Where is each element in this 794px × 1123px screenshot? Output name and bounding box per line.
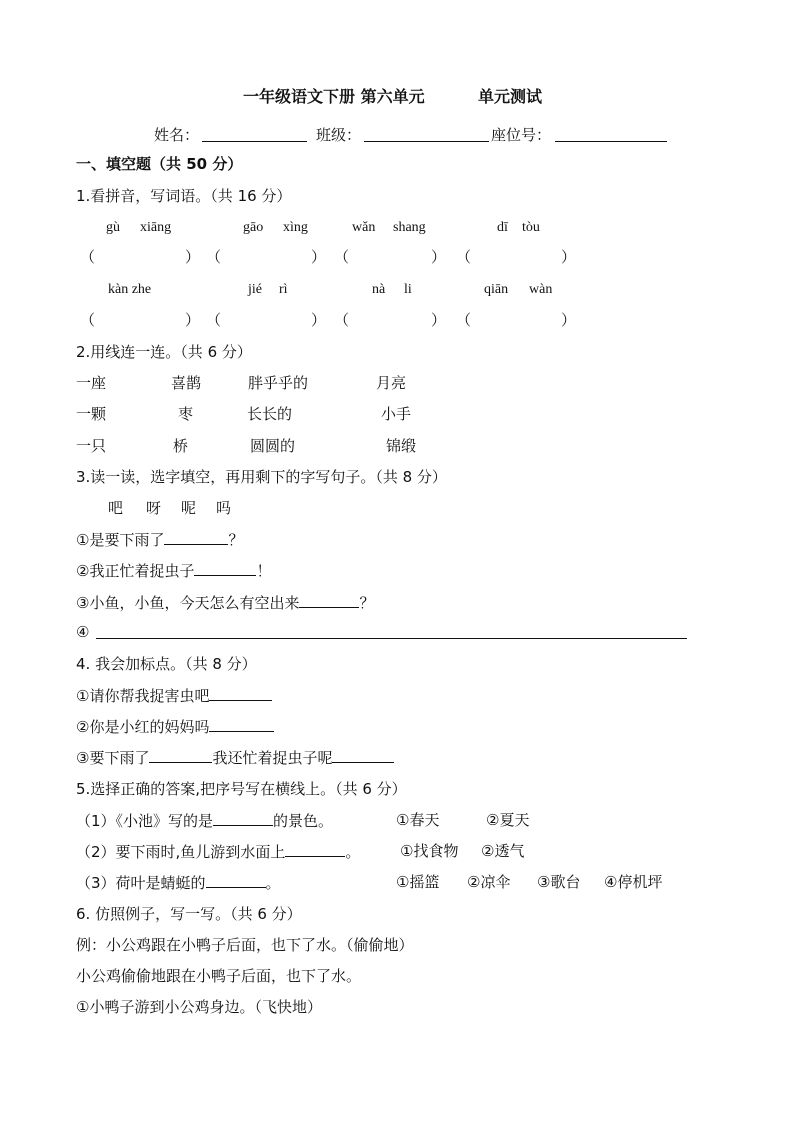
pinyin: wàn <box>529 282 553 297</box>
choice-char: 吧 <box>108 499 124 517</box>
question-6-title: 6. 仿照例子，写一写。（共 6 分） <box>76 905 302 923</box>
answer-blank[interactable] <box>206 873 266 888</box>
seat-blank[interactable] <box>555 141 667 142</box>
answer-blank[interactable] <box>285 842 345 857</box>
match-item[interactable]: 一只 <box>76 437 107 455</box>
pinyin: kàn zhe <box>108 282 152 297</box>
punctuation-item: ③要下雨了 我还忙着捉虫子呢 <box>76 748 394 767</box>
example-answer: 小公鸡偷偷地跟在小鸭子后面，也下了水。 <box>76 967 362 985</box>
pinyin: gù <box>106 220 120 235</box>
match-item[interactable]: 胖乎乎的 <box>248 374 309 392</box>
paren-close: ） <box>311 311 327 329</box>
pinyin: xìng <box>283 220 308 235</box>
question-1-title: 1.看拼音，写词语。（共 16 分） <box>76 187 292 205</box>
pinyin: tòu <box>522 220 540 235</box>
question-2-title: 2.用线连一连。（共 6 分） <box>76 343 252 361</box>
punctuation-item: ②你是小红的妈妈吗 <box>76 717 274 736</box>
paren-close: ） <box>185 311 201 329</box>
paren-close: ） <box>561 248 577 266</box>
paren-open: （ <box>206 311 222 329</box>
pinyin: jié <box>248 282 262 297</box>
name-label: 姓名： <box>154 126 200 144</box>
question-3-title: 3.读一读，选字填空，再用剩下的字写句子。（共 8 分） <box>76 468 447 486</box>
pinyin: dī <box>497 220 508 235</box>
answer-line[interactable] <box>96 638 687 639</box>
example-text: 例：小公鸡跟在小鸭子后面，也下了水。（偷偷地） <box>76 936 414 954</box>
page-title: 一年级语文下册 第六单元 <box>243 87 425 106</box>
option: ②夏天 <box>486 811 530 829</box>
name-blank[interactable] <box>202 141 307 142</box>
answer-blank[interactable] <box>194 561 256 576</box>
option: ④停机坪 <box>604 873 663 891</box>
question-4-title: 4. 我会加标点。（共 8 分） <box>76 655 257 673</box>
match-item[interactable]: 月亮 <box>376 374 407 392</box>
paren-open: （ <box>334 248 350 266</box>
sentence-item: ①是要下雨了 ？ <box>76 531 244 549</box>
answer-blank[interactable] <box>213 811 273 826</box>
pinyin: xiāng <box>140 220 172 235</box>
match-item[interactable]: 一颗 <box>76 405 107 423</box>
seat-label: 座位号： <box>491 126 552 144</box>
option: ①春天 <box>396 811 440 829</box>
class-label: 班级： <box>316 126 362 144</box>
paren-close: ） <box>311 248 327 266</box>
question-5-title: 5.选择正确的答案,把序号写在横线上。（共 6 分） <box>76 780 407 798</box>
choice-char: 呢 <box>181 499 197 517</box>
paren-close: ） <box>431 311 447 329</box>
match-item[interactable]: 一座 <box>76 374 107 392</box>
paren-open: （ <box>206 248 222 266</box>
choice-question: （2）要下雨时,鱼儿游到水面上 。 <box>76 843 361 861</box>
paren-open: （ <box>80 311 96 329</box>
sentence-item: ③小鱼，小鱼，今天怎么有空出来 ？ <box>76 594 375 612</box>
option: ③歌台 <box>537 873 581 891</box>
option: ①摇篮 <box>396 873 440 891</box>
match-item[interactable]: 小手 <box>381 405 412 423</box>
option: ②凉伞 <box>467 873 511 891</box>
option: ①找食物 <box>400 842 459 860</box>
choice-question: （3）荷叶是蜻蜓的 。 <box>76 874 281 892</box>
paren-open: （ <box>456 248 472 266</box>
paren-close: ） <box>185 248 201 266</box>
match-item[interactable]: 桥 <box>173 437 189 455</box>
answer-blank[interactable] <box>299 593 359 608</box>
match-item[interactable]: 圆圆的 <box>250 437 296 455</box>
choice-char: 呀 <box>146 499 162 517</box>
pinyin: qiān <box>484 282 509 297</box>
match-item[interactable]: 锦缎 <box>386 437 417 455</box>
paren-close: ） <box>561 311 577 329</box>
exercise-item: ①小鸭子游到小公鸡身边。（飞快地） <box>76 998 322 1016</box>
option: ②透气 <box>481 842 525 860</box>
choice-question: （1）《小池》写的是 的景色。 <box>76 812 334 830</box>
paren-open: （ <box>334 311 350 329</box>
paren-close: ） <box>431 248 447 266</box>
match-item[interactable]: 枣 <box>178 405 194 423</box>
pinyin: gāo <box>243 220 264 235</box>
pinyin: rì <box>279 282 288 297</box>
class-blank[interactable] <box>364 141 489 142</box>
sentence-item-number: ④ <box>76 623 90 641</box>
page-title-suffix: 单元测试 <box>478 87 543 106</box>
match-item[interactable]: 长长的 <box>247 405 293 423</box>
match-item[interactable]: 喜鹊 <box>171 374 202 392</box>
choice-char: 吗 <box>216 499 232 517</box>
answer-blank[interactable] <box>209 717 274 732</box>
sentence-item: ②我正忙着捉虫子 ！ <box>76 562 272 580</box>
pinyin: shang <box>393 220 426 235</box>
punctuation-item: ①请你帮我捉害虫吧 <box>76 686 272 705</box>
answer-blank[interactable] <box>149 748 212 763</box>
answer-blank[interactable] <box>164 530 228 545</box>
section-heading: 一、填空题（共 50 分） <box>76 155 243 173</box>
answer-blank[interactable] <box>209 686 272 701</box>
pinyin: wǎn <box>352 220 376 235</box>
answer-blank[interactable] <box>332 748 394 763</box>
pinyin: nà <box>372 282 386 297</box>
paren-open: （ <box>456 311 472 329</box>
paren-open: （ <box>80 248 96 266</box>
pinyin: li <box>404 282 412 297</box>
